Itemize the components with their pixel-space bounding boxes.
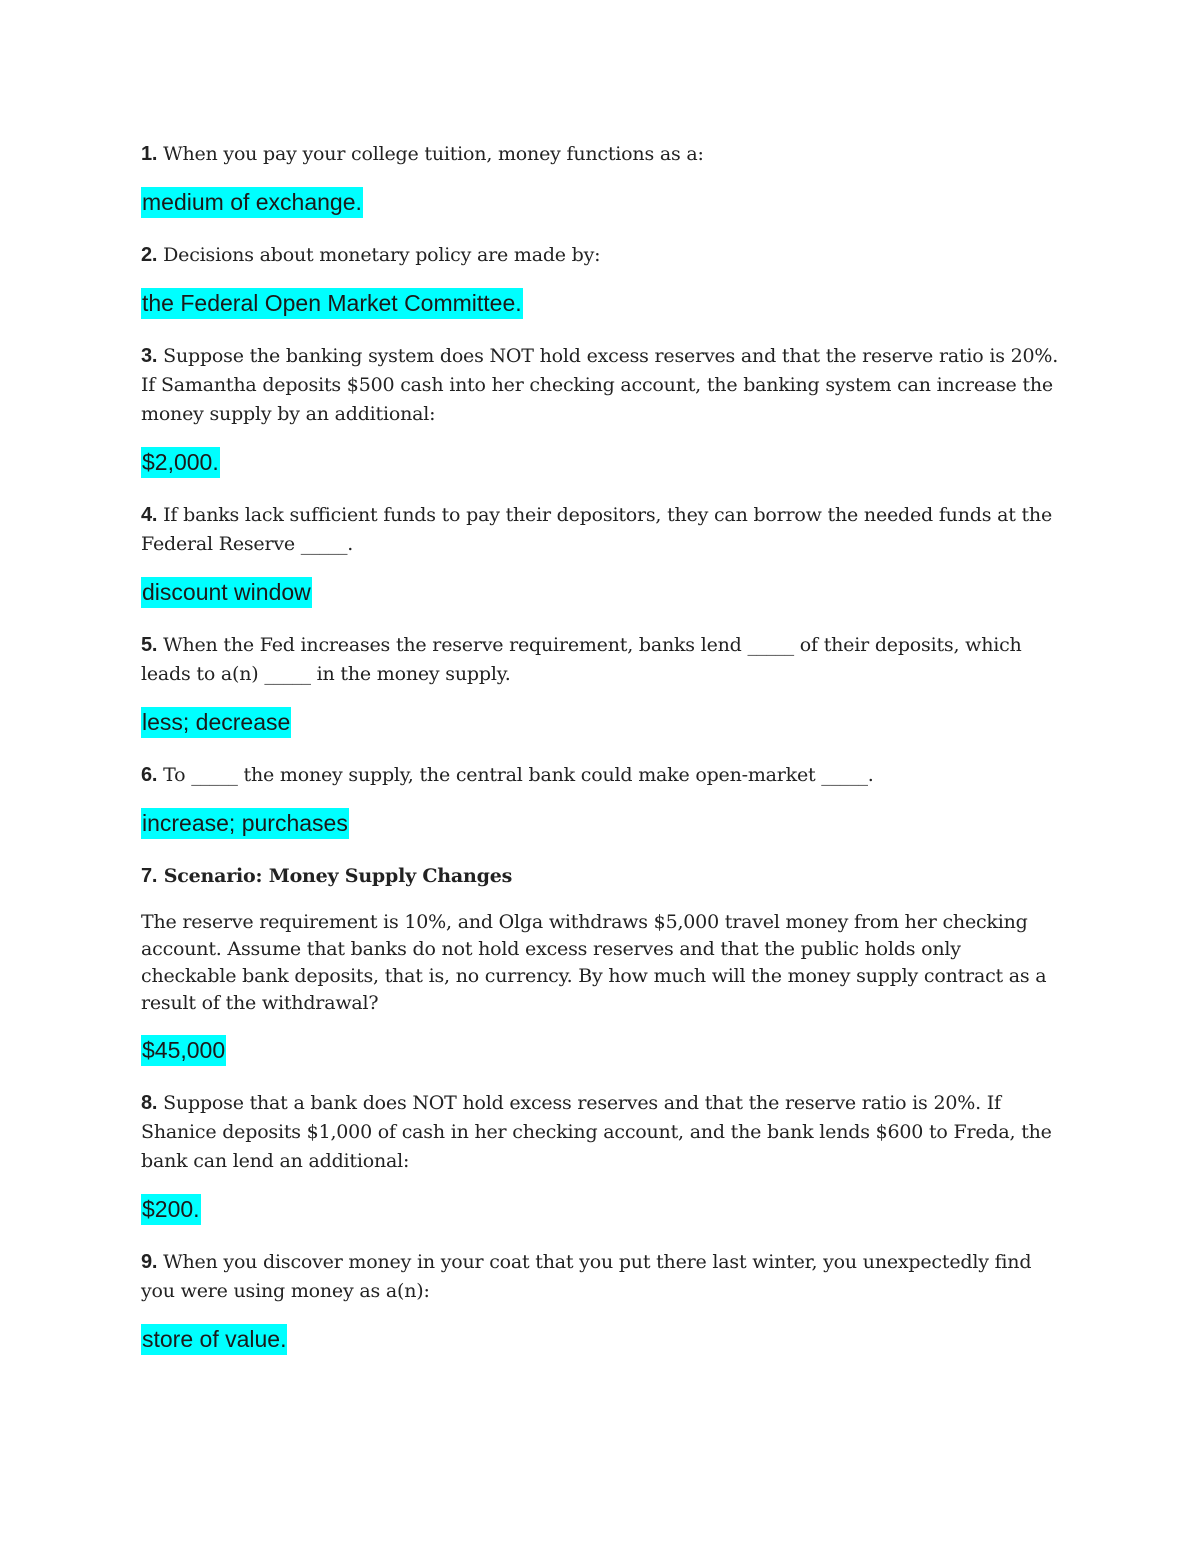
question-number: 5. [141,634,158,656]
answer-highlight: discount window [141,577,312,608]
question-text: Suppose that a bank does NOT hold excess reserves and that the reserve ratio is 20%. If Shanice deposits $1,000 of cash in her checking account, and the bank lends $600 to Freda, the bank can lend an additional: [141,1092,1052,1172]
answer-highlight: increase; purchases [141,808,349,839]
question-number: 1. [141,143,158,165]
question-text: When the Fed increases the reserve requirement, banks lend _____ of their deposits, which leads to a(n) _____ in the money supply. [141,634,1022,685]
scenario-title: Scenario: Money Supply Changes [163,865,513,887]
question-number: 6. [141,764,158,786]
question-7-title [141,862,1061,891]
question-6 [141,761,1061,790]
question-text: When you discover money in your coat that you put there last winter, you unexpectedly find you were using money as a(n): [141,1251,1032,1302]
question-text: When you pay your college tuition, money functions as a: [163,143,704,165]
answer-highlight: less; decrease [141,707,291,738]
question-3 [141,342,1061,429]
question-number: 4. [141,504,158,526]
question-number: 8. [141,1092,158,1114]
answer-highlight: $45,000 [141,1035,226,1066]
question-text: If banks lack sufficient funds to pay their depositors, they can borrow the needed funds at the Federal Reserve _____. [141,504,1053,555]
question-2 [141,241,1061,270]
answer-9 [141,1324,1061,1358]
answer-1 [141,187,1061,221]
question-8 [141,1089,1061,1176]
question-4 [141,501,1061,559]
answer-highlight: the Federal Open Market Committee. [141,288,523,319]
answer-6 [141,808,1061,842]
answer-2 [141,288,1061,322]
question-5 [141,631,1061,689]
answer-5 [141,707,1061,741]
document-page [141,140,1061,1378]
question-7-text: The reserve requirement is 10%, and Olga withdraws $5,000 travel money from her checking account. Assume that banks do not hold excess reserves and that the public holds only checkable bank deposits, that is, no currency. By how much will the money supply contract as a result of the withdrawal? [141,911,1047,1014]
question-text: Suppose the banking system does NOT hold excess reserves and that the reserve ratio is 20%. If Samantha deposits $500 cash into her checking account, the banking system can increase the money supply by an additional: [141,345,1059,425]
question-number: 2. [141,244,158,266]
answer-8 [141,1194,1061,1228]
question-number: 9. [141,1251,158,1273]
answer-7 [141,1035,1061,1069]
answer-highlight: medium of exchange. [141,187,363,218]
question-text: To _____ the money supply, the central bank could make open-market _____. [163,764,874,786]
question-1 [141,140,1061,169]
answer-highlight: store of value. [141,1324,287,1355]
answer-highlight: $200. [141,1194,201,1225]
answer-3 [141,447,1061,481]
question-9 [141,1248,1061,1306]
question-number: 3. [141,345,158,367]
question-text: Decisions about monetary policy are made by: [163,244,601,266]
answer-4 [141,577,1061,611]
answer-highlight: $2,000. [141,447,220,478]
question-number: 7. [141,865,158,887]
